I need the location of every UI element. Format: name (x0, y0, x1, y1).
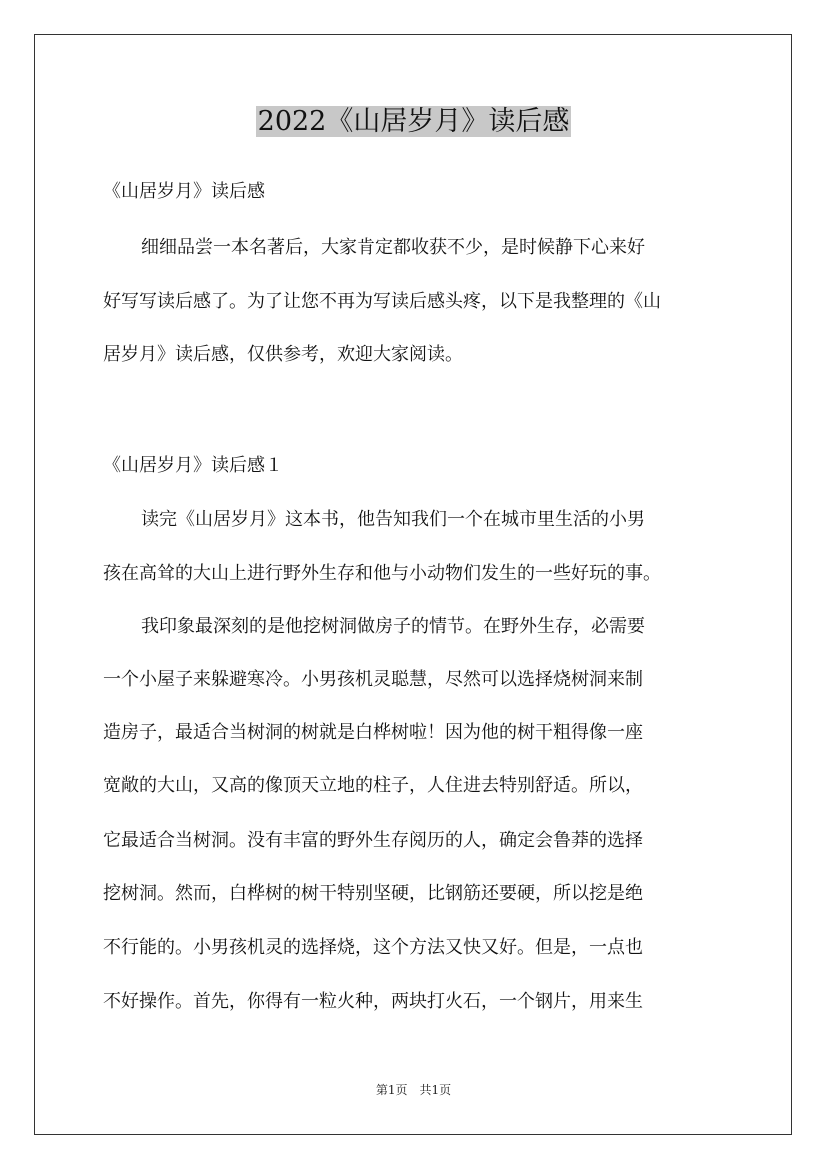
text-line: 居岁月》读后感，仅供参考，欢迎大家阅读。 (103, 344, 463, 365)
text-line: 挖树洞。然而，白桦树的树干特别坚硬，比钢筋还要硬，所以挖是绝 (103, 883, 643, 904)
text-line: 它最适合当树洞。没有丰富的野外生存阅历的人，确定会鲁莽的选择 (103, 830, 643, 851)
text-line: 不好操作。首先，你得有一粒火种，两块打火石，一个钢片，用来生 (103, 991, 643, 1012)
text-line: 宽敞的大山，又高的像顶天立地的柱子，人住进去特别舒适。所以， (103, 775, 643, 796)
text-line: 一个小屋子来躲避寒冷。小男孩机灵聪慧，尽然可以选择烧树洞来制 (103, 669, 643, 690)
text-line: 细细品尝一本名著后，大家肯定都收获不少，是时候静下心来好 (141, 237, 645, 258)
document-title (0, 100, 827, 144)
text-line: 读完《山居岁月》这本书，他告知我们一个在城市里生活的小男 (141, 509, 645, 530)
subtitle-line: 《山居岁月》读后感 (103, 181, 265, 202)
text-line: 好写写读后感了。为了让您不再为写读后感头疼，以下是我整理的《山 (103, 291, 661, 312)
page-footer: 第1页 共1页 (375, 1083, 452, 1097)
text-line: 孩在高耸的大山上进行野外生存和他与小动物们发生的一些好玩的事。 (103, 563, 661, 584)
text-line: 不行能的。小男孩机灵的选择烧，这个方法又快又好。但是，一点也 (103, 937, 643, 958)
document-title-text: 2022《山居岁月》读后感 (257, 106, 570, 137)
text-line: 我印象最深刻的是他挖树洞做房子的情节。在野外生存，必需要 (141, 616, 645, 637)
section-heading: 《山居岁月》读后感１ (103, 455, 283, 476)
text-line: 造房子，最适合当树洞的树就是白桦树啦！因为他的树干粗得像一座 (103, 722, 643, 743)
